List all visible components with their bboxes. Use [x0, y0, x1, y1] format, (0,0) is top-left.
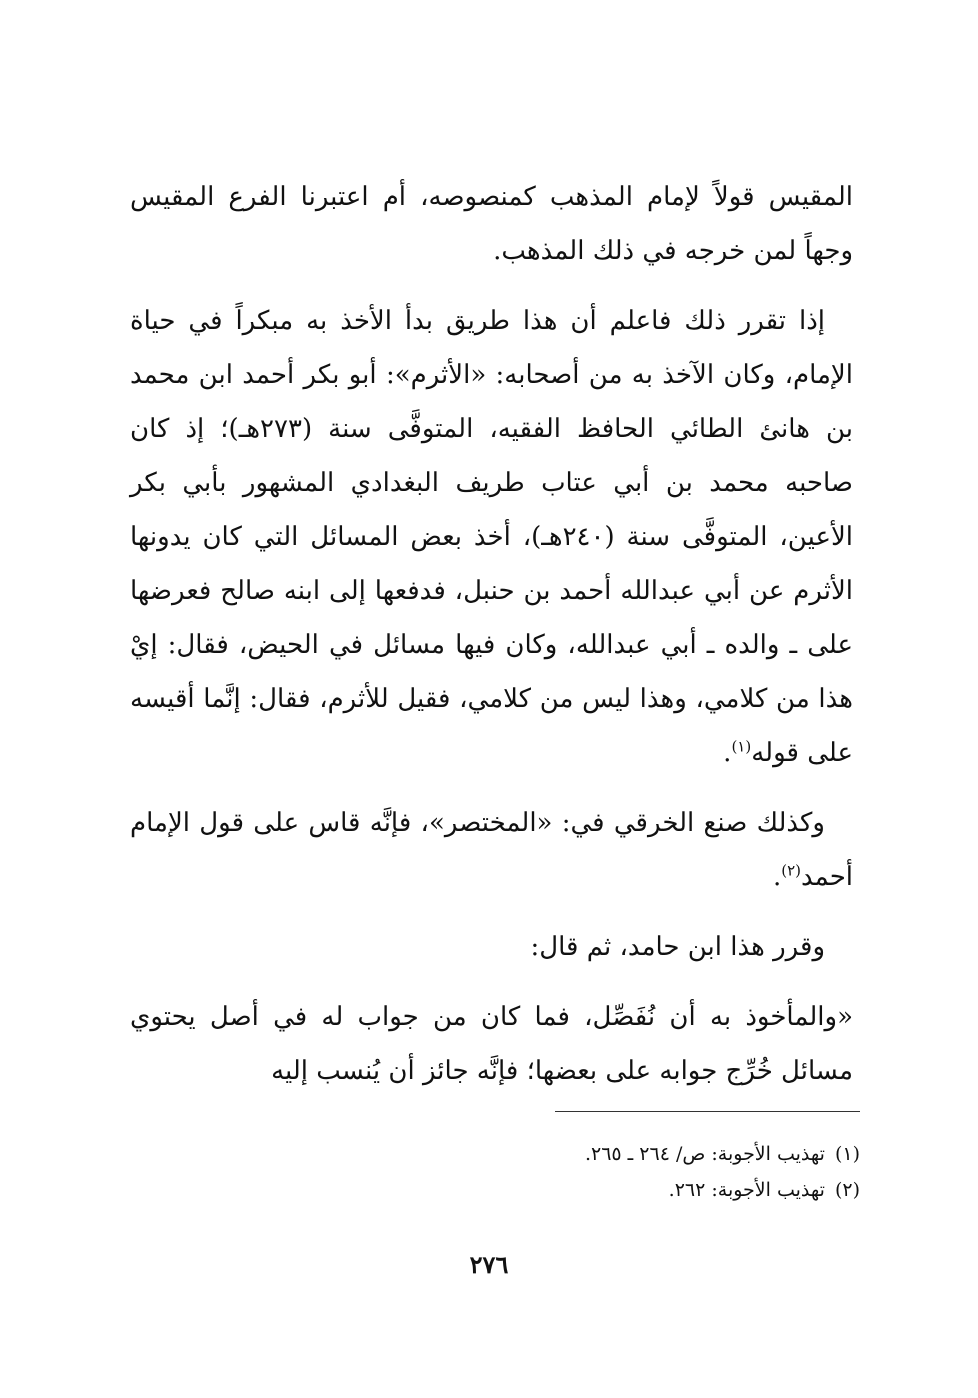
- footnotes: [430, 1136, 860, 1208]
- paragraph-4: [130, 920, 853, 974]
- footnote-ref-2: (٢): [781, 861, 802, 880]
- paragraph-2-text: إذا تقرر ذلك فاعلم أن هذا طريق بدأ الأخذ به مبكراً في حياة الإمام، وكان الآخذ به من أصحابه: «الأثرم»: أبو بكر أحمد ابن محمد بن هانئ الطائي الحافظ الفقيه، المتوفَّى سنة (٢٧٣هـ)؛ إذ كان صاحبه محمد بن أبي عتاب طريف البغدادي المشهور بأبي بكر الأعين، المتوفَّى سنة (٢٤٠هـ)، أخذ بعض المسائل التي كان يدونها الأثرم عن أبي عبدالله أحمد بن حنبل، فدفعها إلى ابنه صالح فعرضها على ـ والده ـ أبي عبدالله، وكان فيها مسائل في الحيض، فقال: إيْ هذا من كلامي، وهذا ليس من كلامي، فقيل للأثرم، فقال: إنَّما أقيسه على قوله: [130, 306, 854, 768]
- footnote-2-text: تهذيب الأجوبة: ٢٦٢.: [668, 1179, 825, 1201]
- paragraph-1: [130, 170, 853, 278]
- footnote-1-number: (١): [834, 1143, 860, 1165]
- paragraph-2-end: .: [723, 738, 732, 768]
- footnote-2: [430, 1172, 860, 1208]
- footnote-1: [430, 1136, 860, 1172]
- page-number: ٢٧٦: [469, 1250, 509, 1279]
- paragraph-3-end: .: [772, 862, 782, 892]
- paragraph-2: [130, 294, 853, 780]
- footnote-separator: [555, 1111, 860, 1112]
- main-text: [130, 170, 853, 1098]
- paragraph-3-text: وكذلك صنع الخرقي في: «المختصر»، فإنَّه قاس على قول الإمام أحمد: [130, 808, 853, 892]
- paragraph-3: [130, 796, 853, 904]
- paragraph-4-text: وقرر هذا ابن حامد، ثم قال:: [530, 932, 825, 962]
- paragraph-5: [130, 990, 853, 1098]
- footnote-1-text: تهذيب الأجوبة: ص/ ٢٦٤ ـ ٢٦٥.: [584, 1143, 825, 1165]
- footnote-ref-1: (١): [731, 737, 752, 756]
- paragraph-1-text: المقيس قولاً لإمام المذهب كمنصوصه، أم اعتبرنا الفرع المقيس وجهاً لمن خرجه في ذلك المذهب.: [130, 182, 853, 266]
- paragraph-5-text: «والمأخوذ به أن نُفَصِّل، فما كان من جواب له في أصل يحتوي مسائل خُرِّج جوابه على بعضها؛ فإنَّه جائز أن يُنسب إليه: [130, 1002, 853, 1086]
- footnote-2-number: (٢): [834, 1179, 860, 1201]
